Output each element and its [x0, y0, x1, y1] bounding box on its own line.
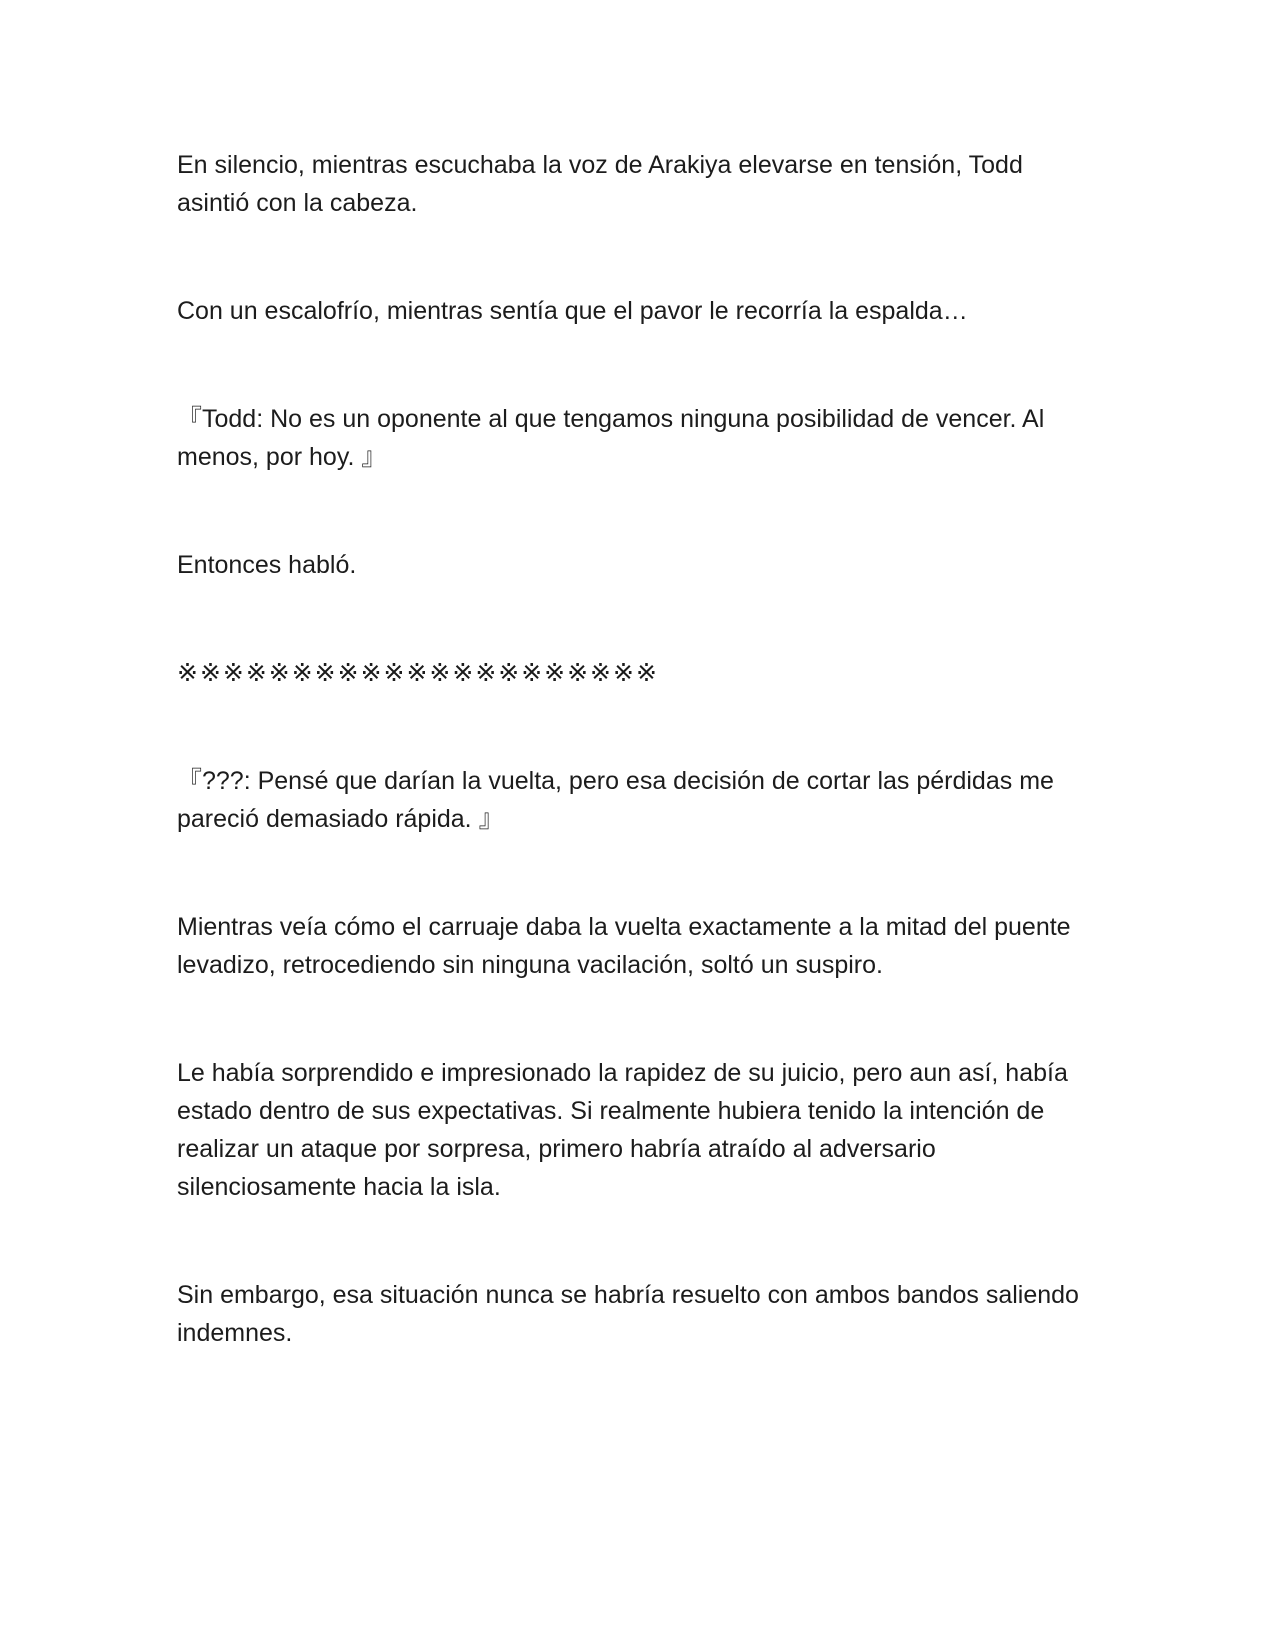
paragraph-narration-3: Entonces habló.: [177, 551, 357, 579]
scene-break-divider: ※※※※※※※※※※※※※※※※※※※※※: [177, 659, 659, 687]
paragraph-narration-4: Mientras veía cómo el carruaje daba la vuelta exactamente a la mitad del puente levadizo, retrocediendo sin ninguna vacilación, soltó un suspiro.: [177, 913, 1071, 979]
paragraph-dialogue-unknown: 『???: Pensé que darían la vuelta, pero esa decisión de cortar las pérdidas me pareció demasiado rápida. 』: [177, 767, 1054, 833]
document-body: [177, 146, 1097, 1352]
paragraph-narration-2: Con un escalofrío, mientras sentía que el pavor le recorría la espalda…: [177, 297, 968, 325]
paragraph-narration-5: Le había sorprendido e impresionado la rapidez de su juicio, pero aun así, había estado dentro de sus expectativas. Si realmente hubiera tenido la intención de realizar un ataque por sorpresa, primero habría atraído al adversario silenciosamente hacia la isla.: [177, 1059, 1068, 1201]
paragraph-dialogue-todd: 『Todd: No es un oponente al que tengamos ninguna posibilidad de vencer. Al menos, por hoy. 』: [177, 405, 1045, 471]
paragraph-narration-1: En silencio, mientras escuchaba la voz de Arakiya elevarse en tensión, Todd asintió con la cabeza.: [177, 151, 1023, 217]
paragraph-narration-6: Sin embargo, esa situación nunca se habría resuelto con ambos bandos saliendo indemnes.: [177, 1281, 1079, 1347]
